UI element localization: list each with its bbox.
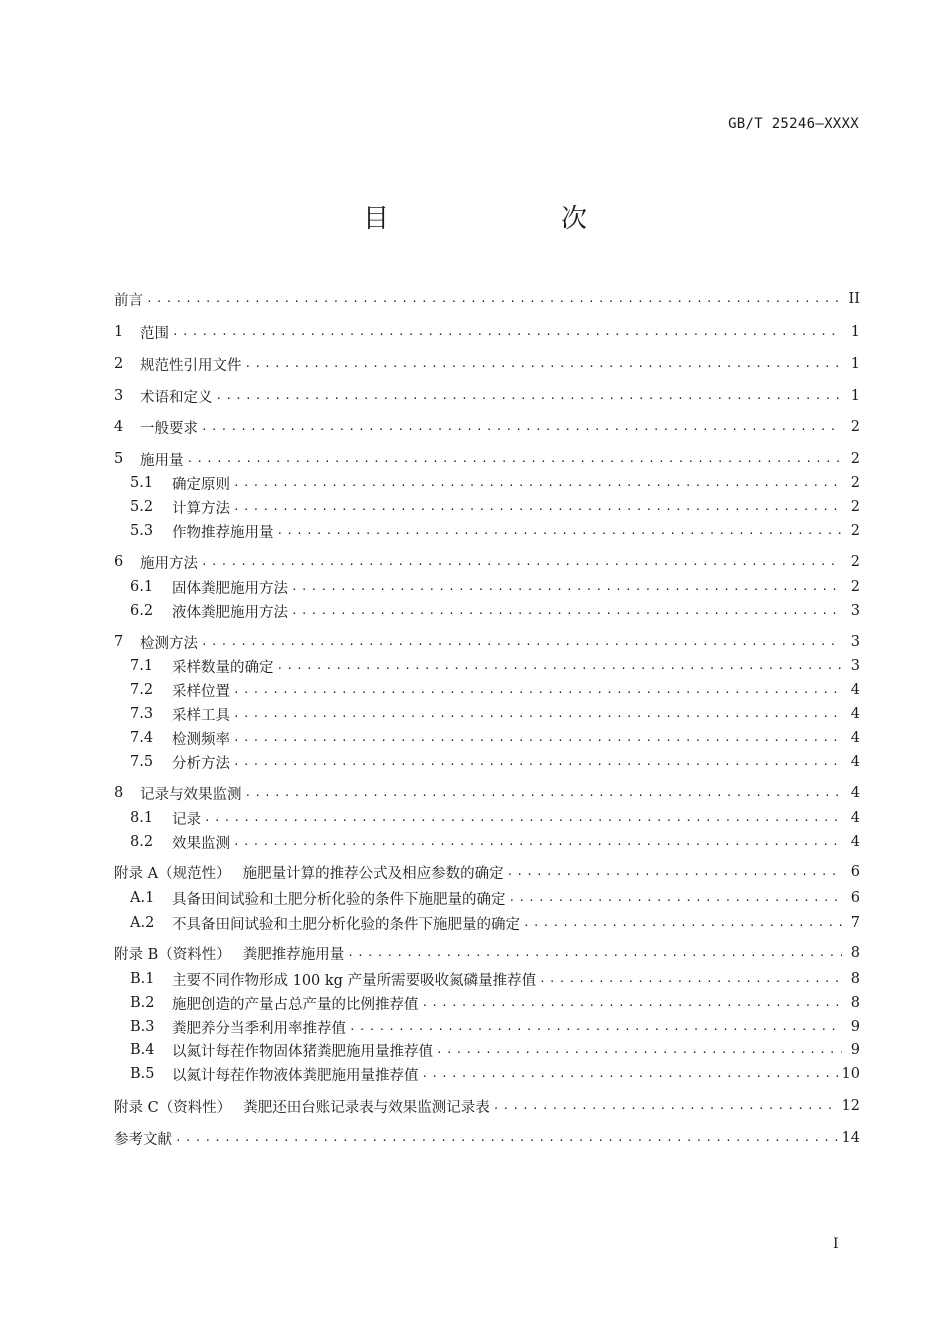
toc-number: 6.1 xyxy=(130,579,154,595)
toc-number: 6.2 xyxy=(130,603,154,619)
standard-number: GB/T 25246—XXXX xyxy=(728,116,859,132)
dot-leader xyxy=(291,600,842,622)
toc-label: 粪肥推荐施用量 xyxy=(242,946,345,963)
toc-number: 2 xyxy=(114,356,124,372)
dot-leader xyxy=(291,576,842,598)
toc-label: 前言 xyxy=(114,292,143,309)
toc-page: 9 xyxy=(850,1019,860,1035)
toc-row-sub[interactable] xyxy=(114,1063,860,1085)
toc-page: 8 xyxy=(850,995,860,1011)
dot-leader xyxy=(233,727,842,749)
toc-page: 3 xyxy=(850,603,860,619)
toc-page: 4 xyxy=(850,785,860,801)
toc-row[interactable] xyxy=(114,782,860,804)
toc-number: B.2 xyxy=(130,995,155,1011)
toc-row-sub[interactable] xyxy=(114,727,860,749)
toc-number: 6 xyxy=(114,554,124,570)
dot-leader xyxy=(436,1039,842,1061)
toc-number: 5 xyxy=(114,451,124,467)
toc-label: 固体粪肥施用方法 xyxy=(172,580,288,597)
toc-page: II xyxy=(848,291,860,307)
toc-label: 范围 xyxy=(140,325,169,342)
toc-number: B.3 xyxy=(130,1019,155,1035)
dot-leader xyxy=(201,416,842,438)
toc-page: 1 xyxy=(850,356,860,372)
toc-row-references[interactable] xyxy=(114,1127,860,1149)
dot-leader xyxy=(172,321,842,343)
toc-label: 参考文献 xyxy=(114,1131,172,1148)
toc-page: 8 xyxy=(850,971,860,987)
dot-leader xyxy=(233,831,842,853)
toc-number: 5.2 xyxy=(130,499,154,515)
toc-label: 确定原则 xyxy=(172,476,230,493)
toc-row-sub[interactable] xyxy=(114,472,860,494)
toc-row-sub[interactable] xyxy=(114,807,860,829)
toc-page: 4 xyxy=(850,730,860,746)
toc-label: 计算方法 xyxy=(172,500,230,517)
toc-label: 记录 xyxy=(172,811,201,828)
toc-label: 施肥量计算的推荐公式及相应参数的确定 xyxy=(242,865,504,882)
toc-number: A.2 xyxy=(130,915,155,931)
toc-label: 以氮计每茬作物液体粪肥施用量推荐值 xyxy=(172,1067,419,1084)
toc-row-sub[interactable] xyxy=(114,1016,860,1038)
toc-row[interactable] xyxy=(114,416,860,438)
toc-label: 术语和定义 xyxy=(140,389,213,406)
toc-label: 检测方法 xyxy=(140,635,198,652)
toc-number: 7.1 xyxy=(130,658,154,674)
toc-page: 3 xyxy=(850,634,860,650)
dot-leader xyxy=(175,1127,838,1149)
toc-row-appendix-c[interactable] xyxy=(114,1095,860,1117)
dot-leader xyxy=(216,385,843,407)
toc-row-sub[interactable] xyxy=(114,751,860,773)
toc-number: B.1 xyxy=(130,971,155,987)
toc-label: 不具备田间试验和土肥分析化验的条件下施肥量的确定 xyxy=(172,916,520,933)
toc-number: 5.3 xyxy=(130,523,154,539)
toc-row-sub[interactable] xyxy=(114,520,860,542)
toc-page: 9 xyxy=(850,1042,860,1058)
toc-page: 1 xyxy=(850,324,860,340)
dot-leader xyxy=(233,751,842,773)
toc-row-sub[interactable] xyxy=(114,703,860,725)
dot-leader xyxy=(201,631,842,653)
toc-number: 3 xyxy=(114,388,124,404)
toc-page: 12 xyxy=(841,1098,860,1114)
toc-label: 粪肥养分当季利用率推荐值 xyxy=(172,1020,346,1037)
toc-label: 主要不同作物形成 100 kg 产量所需要吸收氮磷量推荐值 xyxy=(172,972,537,989)
toc-number: A.1 xyxy=(130,890,155,906)
dot-leader xyxy=(245,782,843,804)
dot-leader xyxy=(233,472,842,494)
toc-page: 4 xyxy=(850,810,860,826)
toc-row-foreword[interactable] xyxy=(114,288,860,310)
appendix-tag: 附录 A（规范性） xyxy=(114,865,231,882)
dot-leader xyxy=(201,551,842,573)
toc-number: B.5 xyxy=(130,1066,155,1082)
toc-label: 采样工具 xyxy=(172,707,230,724)
dot-leader xyxy=(187,448,843,470)
dot-leader xyxy=(146,288,842,310)
toc-page: 2 xyxy=(850,554,860,570)
toc-page: 2 xyxy=(850,419,860,435)
dot-leader xyxy=(509,887,843,909)
toc-number: 5.1 xyxy=(130,475,154,491)
toc-row-sub[interactable] xyxy=(114,679,860,701)
dot-leader xyxy=(233,703,842,725)
toc-page: 2 xyxy=(850,579,860,595)
toc-label: 液体粪肥施用方法 xyxy=(172,604,288,621)
dot-leader xyxy=(507,861,842,883)
toc-page: 4 xyxy=(850,754,860,770)
toc-page: 2 xyxy=(850,475,860,491)
toc-row[interactable] xyxy=(114,551,860,573)
toc-label: 作物推荐施用量 xyxy=(172,524,274,541)
toc-row-sub[interactable] xyxy=(114,887,860,909)
dot-leader xyxy=(277,520,843,542)
dot-leader xyxy=(422,992,843,1014)
dot-leader xyxy=(204,807,842,829)
toc-page: 8 xyxy=(850,945,860,961)
dot-leader xyxy=(245,353,843,375)
toc-number: 1 xyxy=(114,324,124,340)
toc-label: 具备田间试验和土肥分析化验的条件下施肥量的确定 xyxy=(172,891,506,908)
toc-page: 6 xyxy=(850,890,860,906)
toc-row-appendix-b[interactable] xyxy=(114,942,860,964)
toc-row-sub[interactable] xyxy=(114,655,860,677)
toc-number: 7.4 xyxy=(130,730,154,746)
toc-label: 施肥创造的产量占总产量的比例推荐值 xyxy=(172,996,419,1013)
toc-label: 以氮计每茬作物固体猪粪肥施用量推荐值 xyxy=(172,1043,433,1060)
toc-label: 施用量 xyxy=(140,452,184,469)
toc-label: 分析方法 xyxy=(172,755,230,772)
toc-label: 采样位置 xyxy=(172,683,230,700)
toc-page: 1 xyxy=(850,388,860,404)
dot-leader xyxy=(277,655,843,677)
toc-page: 6 xyxy=(850,864,860,880)
dot-leader xyxy=(233,679,842,701)
toc-row-sub[interactable] xyxy=(114,600,860,622)
toc-label: 记录与效果监测 xyxy=(140,786,242,803)
toc-page: 2 xyxy=(850,523,860,539)
dot-leader xyxy=(347,942,842,964)
toc-number: 7.5 xyxy=(130,754,154,770)
toc-page: 4 xyxy=(850,706,860,722)
toc-row-sub[interactable] xyxy=(114,912,860,934)
toc-label: 粪肥还田台账记录表与效果监测记录表 xyxy=(243,1099,490,1116)
toc-page: 10 xyxy=(841,1066,860,1082)
toc-page: 4 xyxy=(850,682,860,698)
toc-number: 8.1 xyxy=(130,810,154,826)
page-title: 目 次 xyxy=(362,204,627,234)
toc-label: 施用方法 xyxy=(140,555,198,572)
toc-row[interactable] xyxy=(114,353,860,375)
dot-leader xyxy=(539,968,842,990)
toc-row-sub[interactable] xyxy=(114,496,860,518)
toc-label: 采样数量的确定 xyxy=(172,659,274,676)
toc-row-sub[interactable] xyxy=(114,831,860,853)
toc-number: 7 xyxy=(114,634,124,650)
appendix-tag: 附录 B（资料性） xyxy=(114,946,231,963)
toc-number: 7.2 xyxy=(130,682,154,698)
toc-row-sub[interactable] xyxy=(114,992,860,1014)
toc-number: 4 xyxy=(114,419,124,435)
toc-row-sub[interactable] xyxy=(114,1039,860,1061)
toc-row[interactable] xyxy=(114,321,860,343)
dot-leader xyxy=(233,496,842,518)
toc-page: 7 xyxy=(850,915,860,931)
toc-label: 效果监测 xyxy=(172,835,230,852)
toc-page: 14 xyxy=(841,1130,860,1146)
toc-number: 8.2 xyxy=(130,834,154,850)
toc-row[interactable] xyxy=(114,631,860,653)
page-number: I xyxy=(833,1236,839,1252)
dot-leader xyxy=(493,1095,838,1117)
dot-leader xyxy=(422,1063,838,1085)
toc-number: 7.3 xyxy=(130,706,154,722)
dot-leader xyxy=(349,1016,842,1038)
toc-row-sub[interactable] xyxy=(114,576,860,598)
appendix-tag: 附录 C（资料性） xyxy=(114,1099,232,1116)
toc-page: 3 xyxy=(850,658,860,674)
toc-label: 规范性引用文件 xyxy=(140,357,242,374)
toc-number: 8 xyxy=(114,785,124,801)
dot-leader xyxy=(523,912,842,934)
toc-row[interactable] xyxy=(114,385,860,407)
toc-number: B.4 xyxy=(130,1042,155,1058)
toc-page: 4 xyxy=(850,834,860,850)
toc-row-sub[interactable] xyxy=(114,968,860,990)
toc-page: 2 xyxy=(850,451,860,467)
toc-page: 2 xyxy=(850,499,860,515)
toc-row[interactable] xyxy=(114,448,860,470)
toc-row-appendix-a[interactable] xyxy=(114,861,860,883)
toc-label: 检测频率 xyxy=(172,731,230,748)
toc-label: 一般要求 xyxy=(140,420,198,437)
